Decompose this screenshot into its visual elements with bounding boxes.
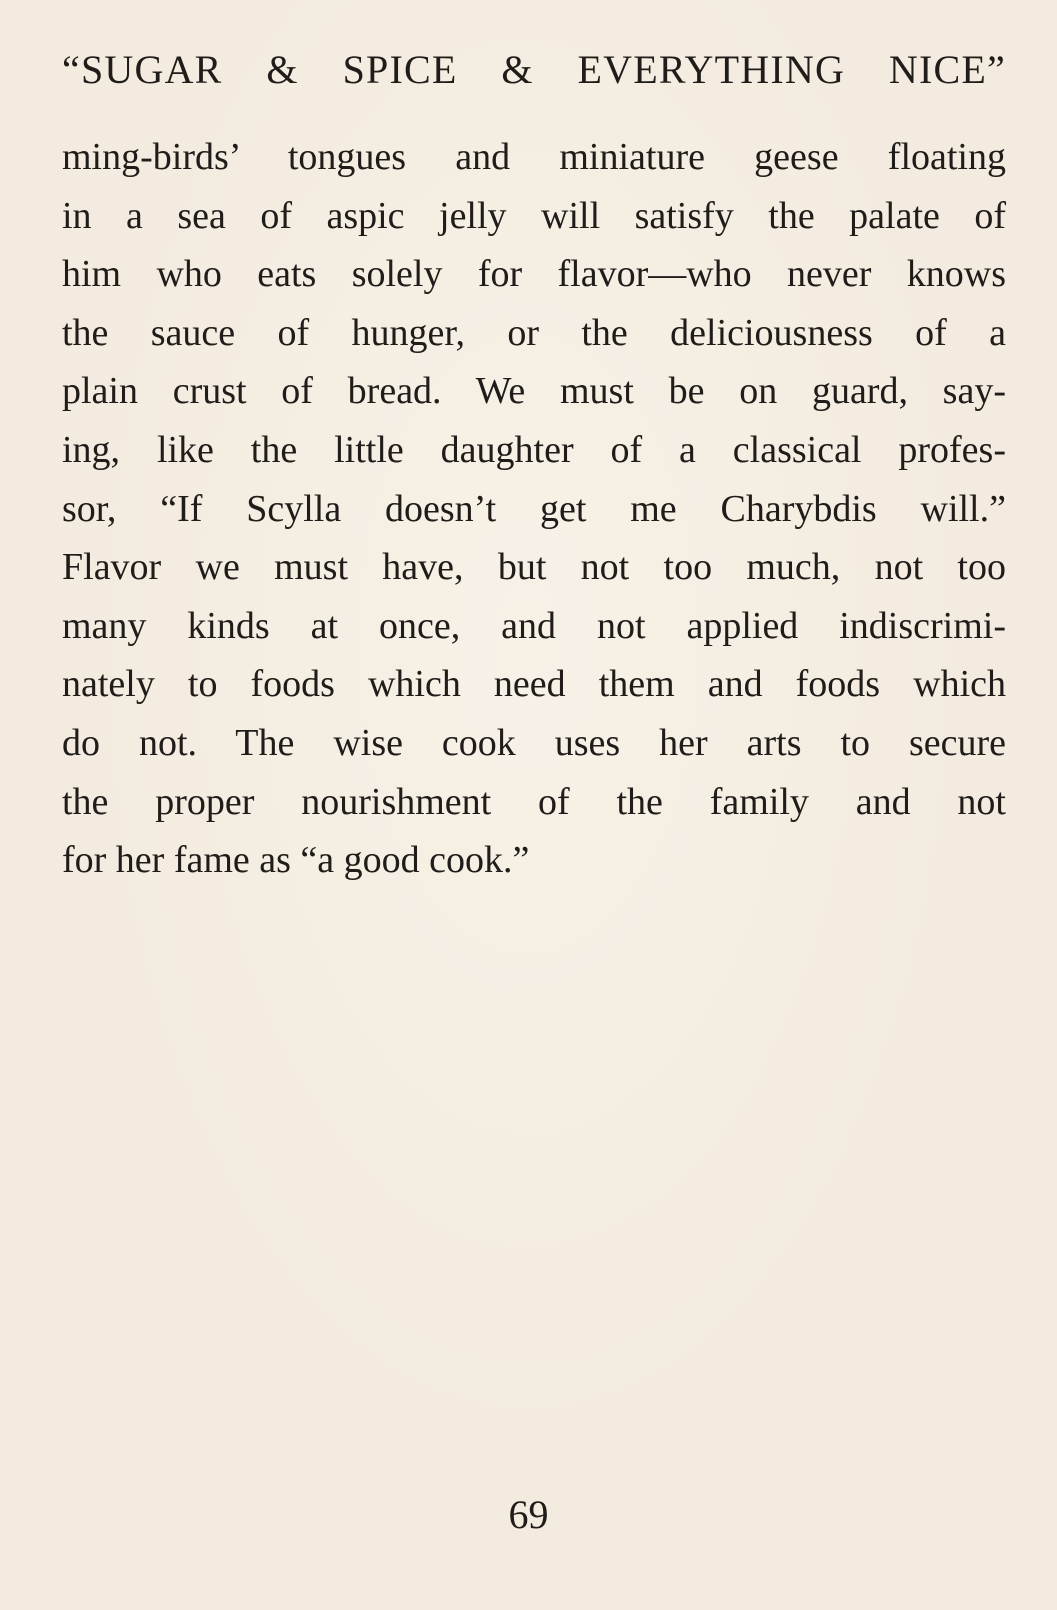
text-line: for her fame as “a good cook.” <box>62 839 530 882</box>
text-line: Flavor we must have, but not too much, not too <box>62 546 1006 589</box>
text-line: nately to foods which need them and foods which <box>62 663 1006 706</box>
text-line: the proper nourishment of the family and not <box>62 780 1006 823</box>
text-line: ming-birds’ tongues and miniature geese floating <box>62 136 1006 178</box>
text-line: ing, like the little daughter of a classical profes- <box>62 428 1006 471</box>
text-line: in a sea of aspic jelly will satisfy the palate of <box>62 194 1006 237</box>
page-number: 69 <box>508 1492 549 1537</box>
text-line: the sauce of hunger, or the deliciousness of a <box>62 311 1006 354</box>
text-line: do not. The wise cook uses her arts to secure <box>62 721 1006 764</box>
text-line: plain crust of bread. We must be on guard, say- <box>62 370 1006 413</box>
text-line: sor, “If Scylla doesn’t get me Charybdis will.” <box>62 487 1006 530</box>
text-line: him who eats solely for flavor—who never knows <box>62 253 1006 296</box>
text-line: many kinds at once, and not applied indiscrimi- <box>62 604 1006 647</box>
running-head: “SUGAR & SPICE & EVERYTHING NICE” <box>62 47 1006 92</box>
body-paragraph <box>62 128 1006 890</box>
